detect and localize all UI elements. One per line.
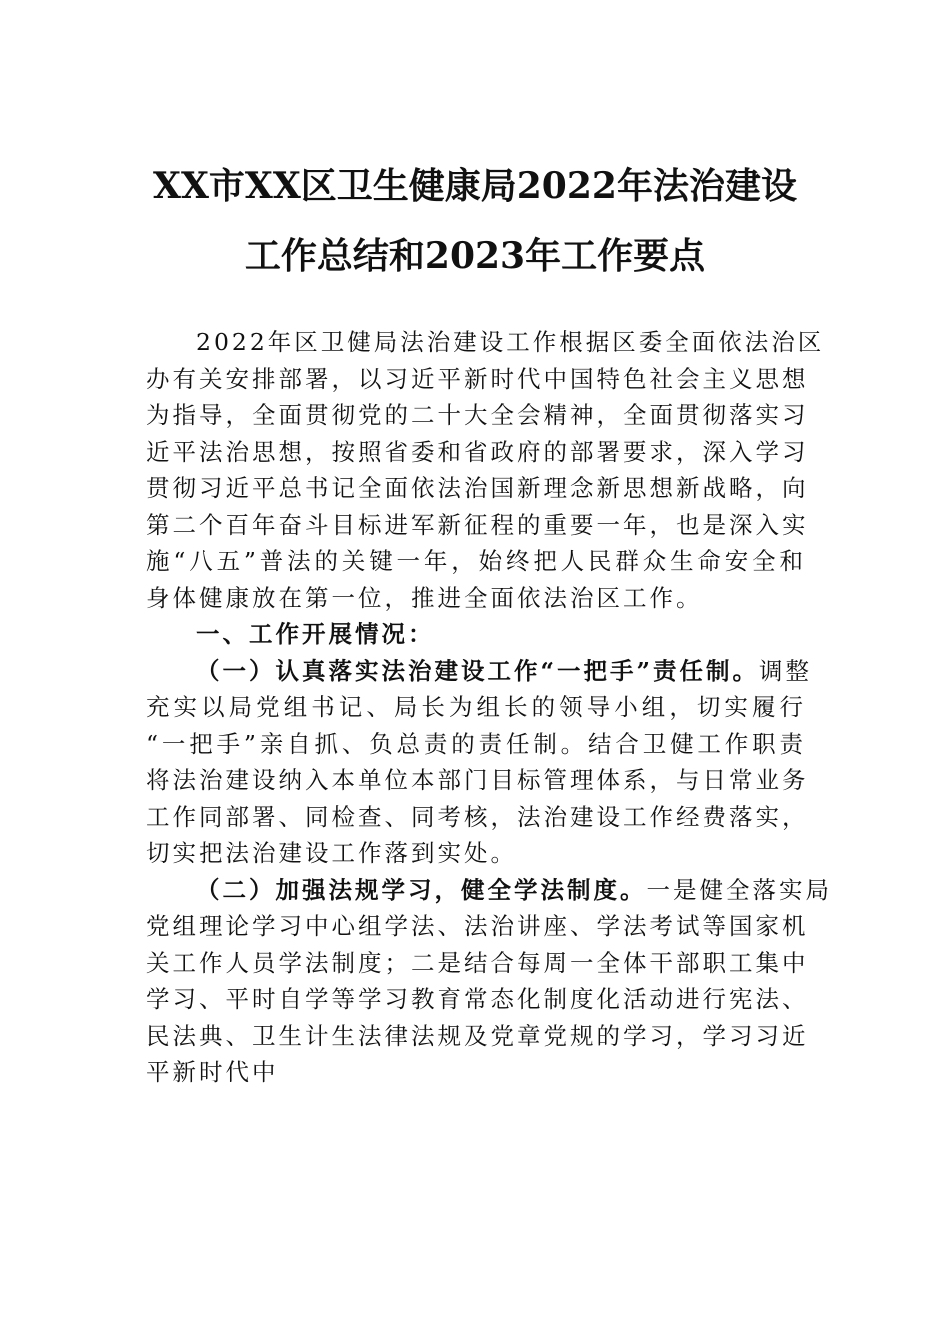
- subsection-2-line: 平新时代中: [146, 1058, 279, 1086]
- document-title-line-1: XX市XX区卫生健康局2022年法治建设: [153, 165, 797, 207]
- subsection-2-lead-tail: 一是健全落实局: [646, 875, 832, 904]
- subsection-1-lead-line: [146, 653, 813, 690]
- intro-line: 施“八五”普法的关键一年，始终把人民群众生命安全和: [146, 547, 806, 575]
- subsection-1-lead-tail: 调整: [759, 656, 813, 685]
- subsection-1-line: 将法治建设纳入本单位本部门目标管理体系，与日常业务: [146, 766, 809, 794]
- intro-line: 2022年区卫健局法治建设工作根据区委全面依法治区: [196, 328, 825, 356]
- intro-line: 近平法治思想，按照省委和省政府的部署要求，深入学习: [146, 437, 809, 466]
- subsection-2-line: 党组理论学习中心组学法、法治讲座、学法考试等国家机: [146, 912, 809, 940]
- subsection-1-heading: （一）认真落实法治建设工作“一把手”责任制。: [196, 656, 760, 685]
- subsection-2-line: 学习、平时自学等学习教育常态化制度化活动进行宪法、: [146, 985, 809, 1013]
- subsection-2-line: 民法典、卫生计生法律法规及党章党规的学习，学习习近: [146, 1021, 809, 1050]
- subsection-1-line: “一把手”亲自抓、负总责的责任制。结合卫健工作职责: [146, 729, 806, 758]
- intro-line: 第二个百年奋斗目标进军新征程的重要一年，也是深入实: [146, 510, 809, 539]
- subsection-2-lead-line: [146, 872, 832, 909]
- intro-line: 身体健康放在第一位，推进全面依法治区工作。: [146, 583, 703, 612]
- subsection-1-line: 切实把法治建设工作落到实处。: [146, 839, 517, 867]
- subsection-1-line: 充实以局党组书记、局长为组长的领导小组，切实履行: [146, 693, 806, 721]
- intro-line: 办有关安排部署，以习近平新时代中国特色社会主义思想: [146, 364, 809, 393]
- intro-line: 贯彻习近平总书记全面依法治国新理念新思想新战略，向: [146, 474, 809, 502]
- subsection-2-heading: （二）加强法规学习，健全学法制度。: [196, 875, 647, 904]
- intro-line: 为指导，全面贯彻党的二十大全会精神，全面贯彻落实习: [146, 401, 809, 429]
- document-title-line-2: 工作总结和2023年工作要点: [244, 235, 706, 277]
- subsection-2-line: 关工作人员学法制度；二是结合每周一全体干部职工集中: [146, 948, 809, 977]
- document-body: [146, 324, 832, 1091]
- section-heading: 一、工作开展情况：: [196, 620, 435, 648]
- subsection-1-line: 工作同部署、同检查、同考核，法治建设工作经费落实，: [146, 802, 809, 831]
